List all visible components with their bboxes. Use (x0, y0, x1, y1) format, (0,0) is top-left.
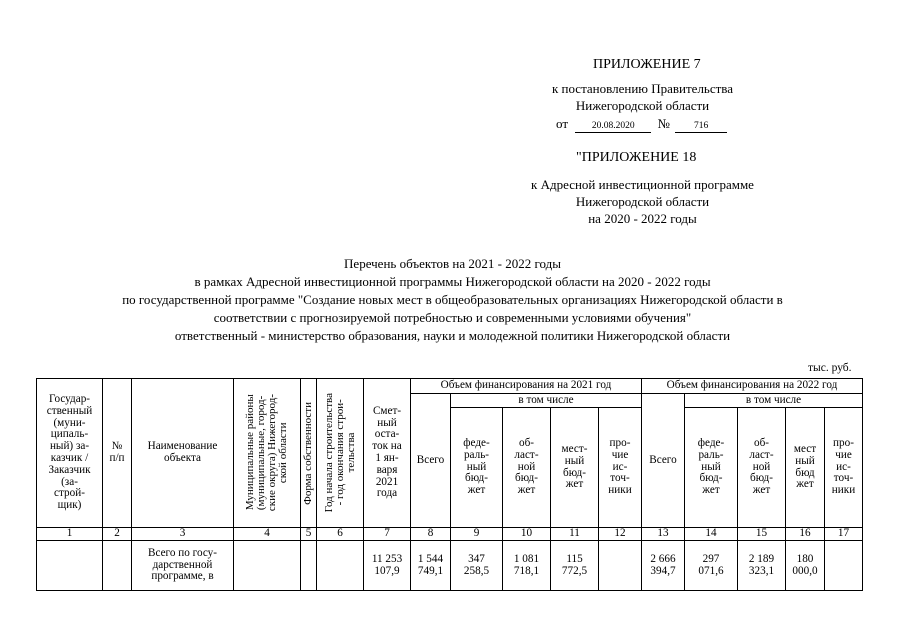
appendix-7-label: ПРИЛОЖЕНИЕ 7 (593, 57, 701, 72)
cell-years (317, 541, 364, 591)
column-number: 1 (37, 528, 103, 541)
column-number: 17 (825, 528, 863, 541)
column-number: 10 (503, 528, 551, 541)
header-local-2021: мест- ный бюд- жет (551, 408, 599, 528)
resolution-number: 716 (675, 121, 727, 133)
header-total-2021: Всего (411, 394, 451, 528)
column-number: 7 (364, 528, 411, 541)
header-federal-2021: феде- раль- ный бюд- жет (451, 408, 503, 528)
cell-total-2022: 2 666 394,7 (642, 541, 685, 591)
header-customer: Государ- ственный (муни- ципаль- ный) за- казчик / Заказчик (за- строй- щик) (37, 379, 103, 528)
table-row (37, 541, 863, 591)
column-number: 5 (301, 528, 317, 541)
program-line-2: Нижегородской области (575, 194, 710, 209)
cell-district (234, 541, 301, 591)
header-total-2022: Всего (642, 394, 685, 528)
program-line-3: на 2020 - 2022 годы (588, 211, 697, 226)
resolution-date: 20.08.2020 (575, 121, 651, 133)
cell-total-2021: 1 544 749,1 (411, 541, 451, 591)
column-number: 2 (103, 528, 132, 541)
column-number: 13 (642, 528, 685, 541)
cell-customer (37, 541, 103, 591)
header-including-2021: в том числе (451, 394, 642, 408)
column-number: 4 (234, 528, 301, 541)
header-including-2022: в том числе (685, 394, 863, 408)
header-other-2021: про- чие ис- точ- ники (599, 408, 642, 528)
cell-regional-2022: 2 189 323,1 (738, 541, 786, 591)
header-years: Год начала строительства - год окончания строи- тельства (317, 379, 364, 528)
program-line-1: к Адресной инвестиционной программе (531, 177, 754, 192)
cell-federal-2021: 347 258,5 (451, 541, 503, 591)
cell-ownership (301, 541, 317, 591)
column-number: 11 (551, 528, 599, 541)
column-number: 15 (738, 528, 786, 541)
column-number: 9 (451, 528, 503, 541)
header-regional-2021: об- ласт- ной бюд- жет (503, 408, 551, 528)
title-line-3: по государственной программе "Создание новых мест в общеобразовательных организациях Нижегородской области в (122, 292, 783, 307)
cell-federal-2022: 297 071,6 (685, 541, 738, 591)
objects-table (36, 378, 863, 591)
header-num: № п/п (103, 379, 132, 528)
header-federal-2022: феде- раль- ный бюд- жет (685, 408, 738, 528)
column-number: 6 (317, 528, 364, 541)
cell-local-2022: 180 000,0 (786, 541, 825, 591)
header-name: Наименование объекта (132, 379, 234, 528)
header-estimate: Смет- ный оста- ток на 1 ян- варя 2021 года (364, 379, 411, 528)
header-fin-2021: Объем финансирования на 2021 год (411, 379, 642, 394)
cell-regional-2021: 1 081 718,1 (503, 541, 551, 591)
title-line-4: соответствии с прогнозируемой потребностью и современными условиями обучения" (213, 310, 692, 325)
column-number: 16 (786, 528, 825, 541)
header-local-2022: мест ный бюд жет (786, 408, 825, 528)
resolution-date-line (556, 116, 727, 133)
column-number: 14 (685, 528, 738, 541)
column-number: 8 (411, 528, 451, 541)
cell-name: Всего по госу- дарственной программе, в (132, 541, 234, 591)
header-ownership: Форма собственности (301, 379, 317, 528)
title-line-5: ответственный - министерство образования, науки и молодежной политики Нижегородской области (174, 328, 731, 343)
column-number: 12 (599, 528, 642, 541)
from-label: от (556, 116, 569, 131)
column-number-row (37, 528, 863, 541)
cell-local-2021: 115 772,5 (551, 541, 599, 591)
resolution-line-1: к постановлению Правительства (551, 81, 734, 96)
cell-other-2022 (825, 541, 863, 591)
appendix-18-label: "ПРИЛОЖЕНИЕ 18 (576, 150, 697, 165)
cell-other-2021 (599, 541, 642, 591)
header-regional-2022: об- ласт- ной бюд- жет (738, 408, 786, 528)
number-sign: № (657, 116, 670, 131)
cell-num (103, 541, 132, 591)
title-line-2: в рамках Адресной инвестиционной программы Нижегородской области на 2020 - 2022 годы (194, 274, 711, 289)
cell-estimate: 11 253 107,9 (364, 541, 411, 591)
column-number: 3 (132, 528, 234, 541)
resolution-line-2: Нижегородской области (575, 98, 710, 113)
title-line-1: Перечень объектов на 2021 - 2022 годы (344, 256, 561, 271)
header-district: Муниципальные районы (муниципальные, город- ские округа) Нижегород- ской области (234, 379, 301, 528)
units-label: тыс. руб. (808, 362, 852, 374)
header-other-2022: про- чие ис- точ- ники (825, 408, 863, 528)
header-fin-2022: Объем финансирования на 2022 год (642, 379, 863, 394)
